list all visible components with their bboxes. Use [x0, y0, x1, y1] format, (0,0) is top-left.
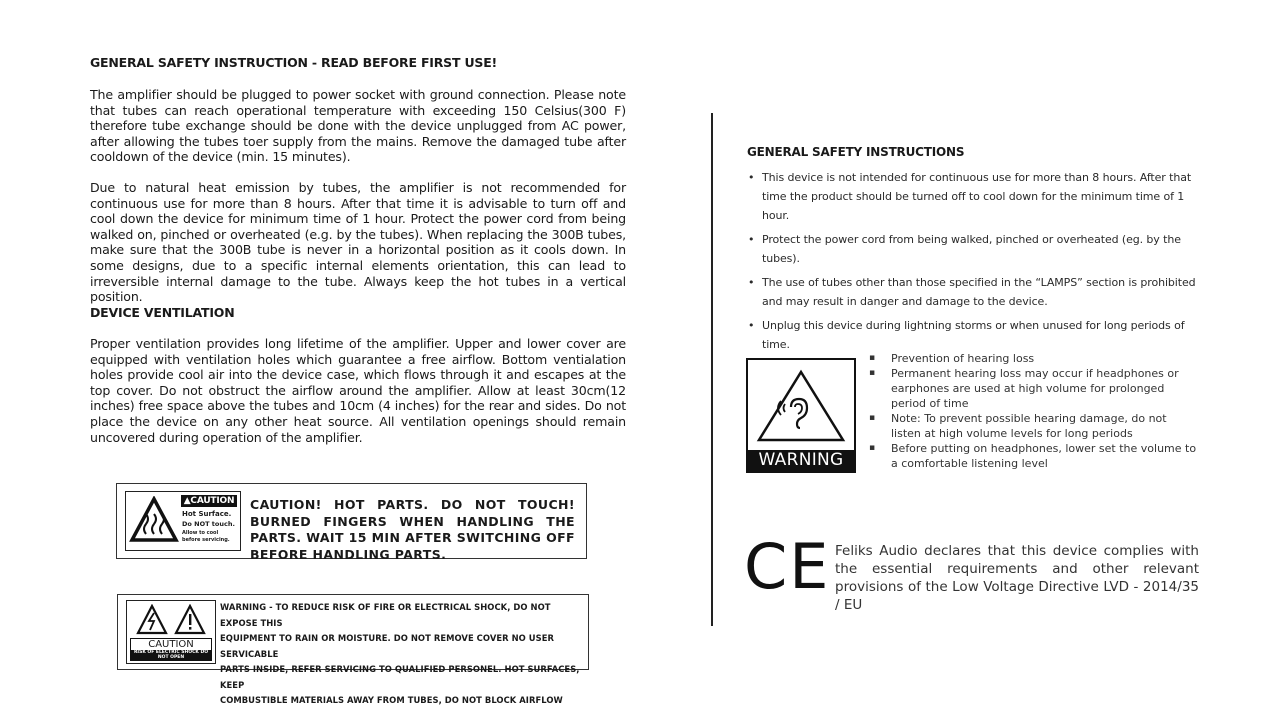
warning-shock-label: [117, 594, 589, 705]
hearing-warning-sign: [746, 358, 856, 473]
warning-line: PARTS INSIDE, REFER SERVICING TO QUALIFIED PERSONEL. HOT SURFACES, KEEP: [220, 664, 580, 690]
caution-hot-label: [116, 483, 587, 562]
ear-icon: [755, 368, 847, 444]
heading-right-safety: GENERAL SAFETY INSTRUCTIONS: [747, 145, 965, 159]
list-item: ▪ Permanent hearing loss may occur if headphones or earphones are used at high volume for prolonged period of time: [869, 366, 1199, 411]
list-item: • This device is not intended for continuous use for more than 8 hours. After that time the product should be turned off to cool down for the minimum time of 1 hour.: [747, 168, 1202, 225]
allow-cool-line: Allow to cool before servicing.: [182, 530, 230, 543]
hot-surface-icon: [129, 496, 179, 544]
ce-declaration: Feliks Audio declares that this device complies with the essential requirements and other relevant provisions of the Low Voltage Directive LVD - 2014/35 / EU: [835, 543, 1199, 613]
risk-shock-strip: RISK OF ELECTRIC SHOCK DO NOT OPEN: [130, 650, 212, 661]
paragraph-ventilation: Proper ventilation provides long lifetime of the amplifier. Upper and lower cover are equipped with ventilation holes which guarantee a free airflow. Bottom ventialation holes provide cool air into the device case, which flows through it and escapes at the top cover. Do not obstruct the airflow around the amplifier. Allow at least 30cm(12 inches) free space above the tubes and 10cm (4 inches) for the rear and sides. Do not place the device on any other heat source. All ventilation openings should remain uncovered during operation of the amplifier.: [90, 336, 626, 445]
warning-line: COMBUSTIBLE MATERIALS AWAY FROM TUBES, DO NOT BLOCK AIRFLOW: [220, 695, 563, 705]
electric-shock-sign: [126, 600, 216, 664]
caution-box: CAUTION: [130, 638, 212, 651]
warning-text: [220, 600, 582, 709]
warning-badge: WARNING: [748, 450, 854, 471]
ce-mark-logo: CE: [744, 530, 831, 603]
hot-surface-line: Hot Surface.: [182, 510, 232, 518]
warning-triangle-icon: ▲: [183, 496, 191, 506]
do-not-touch-line: Do NOT touch.: [182, 520, 235, 528]
heading-ventilation: DEVICE VENTILATION: [90, 305, 235, 320]
list-item: ▪ Prevention of hearing loss: [869, 351, 1199, 366]
warning-line: EQUIPMENT TO RAIN OR MOISTURE. DO NOT REMOVE COVER NO USER SERVICABLE: [220, 633, 554, 659]
warning-line: WARNING - TO REDUCE RISK OF FIRE OR ELECTRICAL SHOCK, DO NOT EXPOSE THIS: [220, 602, 551, 628]
list-item: ▪ Note: To prevent possible hearing damage, do not listen at high volume levels for long periods: [869, 411, 1199, 441]
list-item: • Protect the power cord from being walked, pinched or overheated (eg. by the tubes).: [747, 230, 1202, 268]
safety-list: [747, 168, 1202, 354]
hearing-list: [869, 351, 1199, 471]
caution-text: CAUTION! HOT PARTS. DO NOT TOUCH! BURNED FINGERS WHEN HANDLING THE PARTS. WAIT 15 MIN AFTER SWITCHING OFF BEFORE HANDLING PARTS.: [250, 497, 575, 562]
list-item: • The use of tubes other than those specified in the “LAMPS” section is prohibited and may result in danger and damage to the device.: [747, 273, 1202, 311]
paragraph-grounding: The amplifier should be plugged to power socket with ground connection. Please note that tubes can reach operational temperature with exceeding 150 Celsius(300 F) therefore tube exchange should be done with the device unplugged from AC power, after allowing the tubes toer supply from the mains. Remove the damaged tube after cooldown of the device (min. 15 minutes).: [90, 87, 626, 165]
hot-surface-sign: [125, 491, 241, 551]
list-item: ▪ Before putting on headphones, lower set the volume to a comfortable listening level: [869, 441, 1199, 471]
paragraph-heat: Due to natural heat emission by tubes, the amplifier is not recommended for continuous use for more than 8 hours. After that time it is advisable to turn off and cool down the device for minimum time of 1 hour. Protect the power cord from being walked on, pinched or overheated (e.g. by the tubes). When replacing the 300B tubes, make sure that the 300B tube is never in a horizontal position as it cools down. In some designs, due to a specific internal elements orientation, this can lead to irreversible internal damage to the tube. Always keep the hot tubes in a vertical position.: [90, 180, 626, 305]
heading-safety: GENERAL SAFETY INSTRUCTION - READ BEFORE FIRST USE!: [90, 55, 498, 70]
caution-badge: ▲CAUTION: [181, 495, 237, 507]
column-divider: [711, 113, 713, 626]
electric-shock-icons: [132, 604, 210, 636]
list-item: • Unplug this device during lightning storms or when unused for long periods of time.: [747, 316, 1202, 354]
